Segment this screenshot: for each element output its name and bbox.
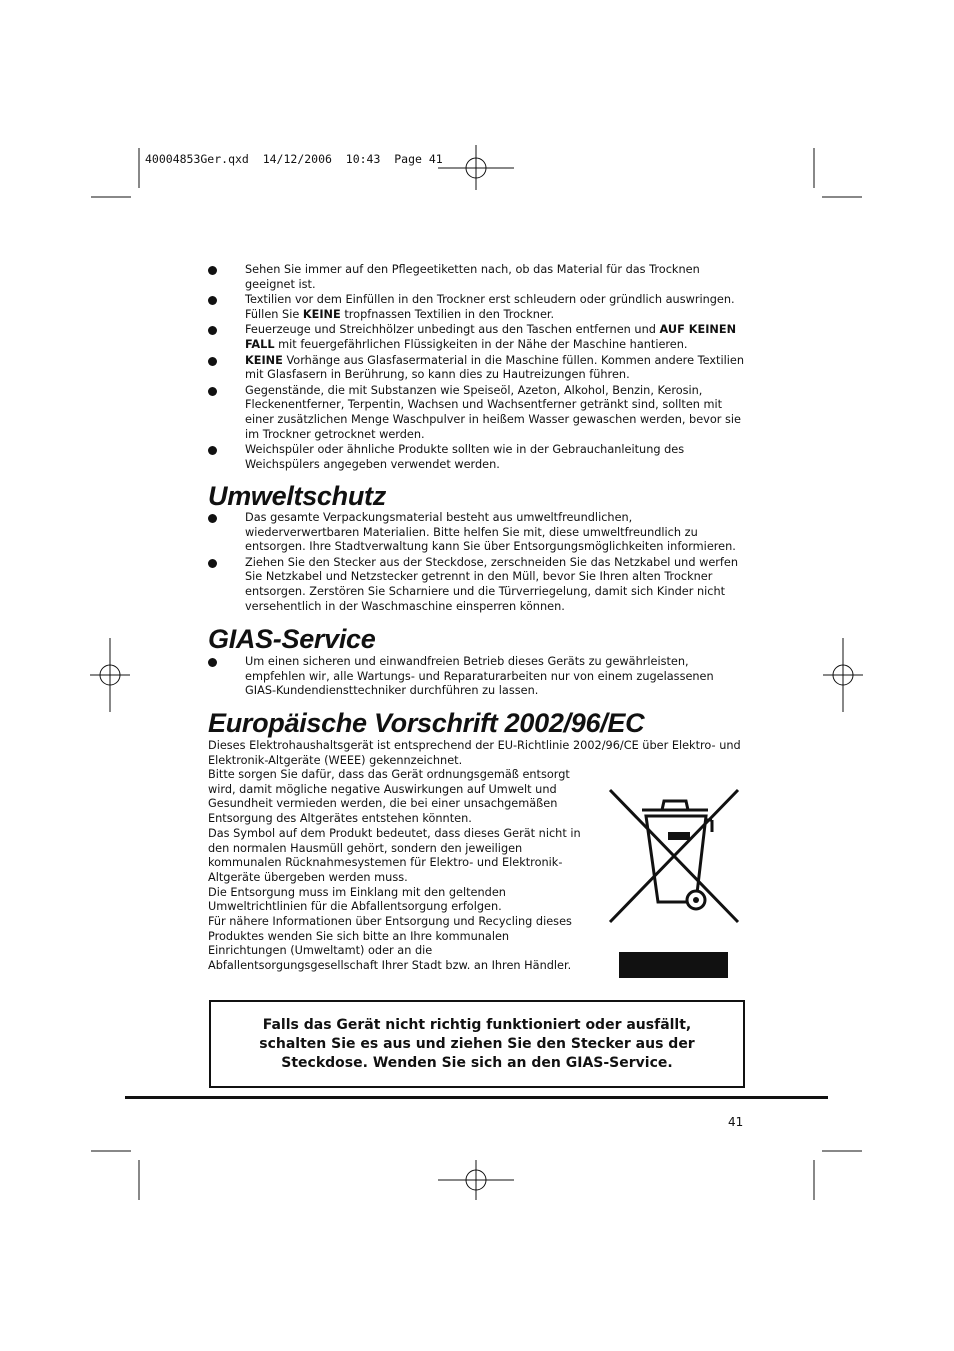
- weee-paragraph: Für nähere Informationen über Entsorgung und Recycling dieses Produktes wenden Sie sich bitte an Ihre kommunalen Einrichtungen (Umweltamt) oder an die Abfallentsorgungsgesellschaft Ihrer Stadt bzw. an Ihren Händler.: [208, 915, 572, 973]
- weee-marking-bar: [619, 952, 728, 978]
- bullet-emphasis: AUF KEINEN FALL: [245, 323, 737, 351]
- notice-box: [209, 1000, 745, 1088]
- page-number: 41: [728, 1115, 744, 1129]
- bullet-emphasis: KEINE: [302, 307, 341, 321]
- bullet-text: Um einen sicheren und einwandfreien Betrieb dieses Geräts zu gewährleisten, empfehlen wir, alle Wartungs- und Reparaturarbeiten nur von einem zugelassenen GIAS-Kundendiensttechniker durchführen zu lassen.: [245, 655, 714, 698]
- bullet-item: [208, 323, 748, 352]
- gias-bullet-list: [208, 655, 748, 700]
- bullet-dot-icon: [208, 658, 217, 667]
- notice-text: Falls das Gerät nicht richtig funktioniert oder ausfällt, schalten Sie es aus und ziehen Sie den Stecker aus der Steckdose. Wenden Sie sich an den GIAS-Service.: [259, 1016, 695, 1071]
- weee-paragraph: Die Entsorgung muss im Einklang mit den geltenden Umweltrichtlinien für die Abfallentsorgung erfolgen.: [208, 885, 506, 914]
- bullet-item: [208, 655, 748, 699]
- bullet-text: Das gesamte Verpackungsmaterial besteht aus umweltfreundlichen, wiederverwertbaren Materialien. Bitte helfen Sie mit, diese umweltfreundlich zu entsorgen. Ihre Stadtverwaltung kann Sie über Entsorgungsmöglichkeiten informieren.: [245, 511, 736, 554]
- bullet-dot-icon: [208, 357, 217, 366]
- bullet-emphasis: KEINE: [245, 353, 283, 367]
- print-slug: 40004853Ger.qxd 14/12/2006 10:43 Page 41: [145, 152, 443, 166]
- bullet-item: [208, 384, 748, 442]
- bullet-text: Textilien vor dem Einfüllen in den Trockner erst schleudern oder gründlich auswringen. Füllen Sie: [245, 293, 735, 321]
- heading-weee: Europäische Vorschrift 2002/96/EC: [208, 708, 645, 738]
- weee-paragraph: Bitte sorgen Sie dafür, dass das Gerät ordnungsgemäß entsorgt wird, damit mögliche negative Auswirkungen auf Umwelt und Gesundheit vermieden werden, die bei einer unsachgemäßen Entsorgung des Altgerätes entstehen könnten.: [208, 768, 570, 826]
- footer-rule: [125, 1096, 828, 1099]
- safety-bullet-list: [208, 263, 748, 473]
- bullet-item: [208, 511, 748, 555]
- bullet-text: Sehen Sie immer auf den Pflegeetiketten nach, ob das Material für das Trocknen geeignet ist.: [245, 263, 700, 291]
- bullet-item: [208, 293, 748, 322]
- weee-paragraphs: [208, 768, 588, 974]
- bullet-dot-icon: [208, 559, 217, 568]
- bullet-dot-icon: [208, 266, 217, 275]
- bullet-dot-icon: [208, 296, 217, 305]
- bullet-item: [208, 263, 748, 292]
- heading-umweltschutz: Umweltschutz: [208, 481, 386, 511]
- bullet-dot-icon: [208, 446, 217, 455]
- bullet-item: [208, 556, 748, 614]
- weee-intro: Dieses Elektrohaushaltsgerät ist entsprechend der EU-Richtlinie 2002/96/CE über Elektro- und Elektronik-Altgeräte (WEEE) gekennzeichnet.: [208, 739, 741, 767]
- weee-paragraph: Das Symbol auf dem Produkt bedeutet, dass dieses Gerät nicht in den normalen Hausmüll gehört, sondern den jeweiligen kommunalen Rücknahmesystemen für Elektro- und Elektronik-Altgeräte übergeben werden muss.: [208, 826, 581, 884]
- bullet-text: Feuerzeuge und Streichhölzer unbedingt aus den Taschen entfernen und: [245, 323, 660, 337]
- bullet-text: Ziehen Sie den Stecker aus der Steckdose, zerschneiden Sie das Netzkabel und werfen Sie Netzkabel und Netzstecker getrennt in den Müll, bevor Sie Ihren alten Trockner entsorgen. Zerstören Sie Scharniere und die Türverriegelung, damit sich Kinder nicht versehentlich in der Waschmaschine einsperren können.: [245, 555, 739, 613]
- bullet-dot-icon: [208, 387, 217, 396]
- bullet-text: Weichspüler oder ähnliche Produkte sollten wie in der Gebrauchanleitung des Weichspülers angegeben verwendet werden.: [245, 443, 685, 471]
- bullet-text: tropfnassen Textilien in den Trockner.: [340, 307, 555, 321]
- bullet-text: Gegenstände, die mit Substanzen wie Speiseöl, Azeton, Alkohol, Benzin, Kerosin, Fleckenentferner, Terpentin, Wachsen und Wachsentferner getränkt sind, sollten mit einer zusätzlichen Menge Waschpulver in heißem Wasser gewaschen werden, bevor sie im Trockner getrocknet werden.: [245, 383, 741, 441]
- bullet-dot-icon: [208, 514, 217, 523]
- bullet-dot-icon: [208, 326, 217, 335]
- bullet-text: Vorhänge aus Glasfasermaterial in die Maschine füllen. Kommen andere Textilien mit Glasfasern in Berührung, so kann dies zu Hautreizungen führen.: [245, 353, 744, 382]
- heading-gias-service: GIAS-Service: [208, 624, 376, 654]
- bullet-item: [208, 443, 748, 472]
- umwelt-bullet-list: [208, 511, 748, 615]
- crossed-out-wheelie-bin-icon: [604, 786, 744, 931]
- bullet-text: mit feuergefährlichen Flüssigkeiten in der Nähe der Maschine hantieren.: [274, 337, 688, 351]
- bullet-item: [208, 354, 748, 383]
